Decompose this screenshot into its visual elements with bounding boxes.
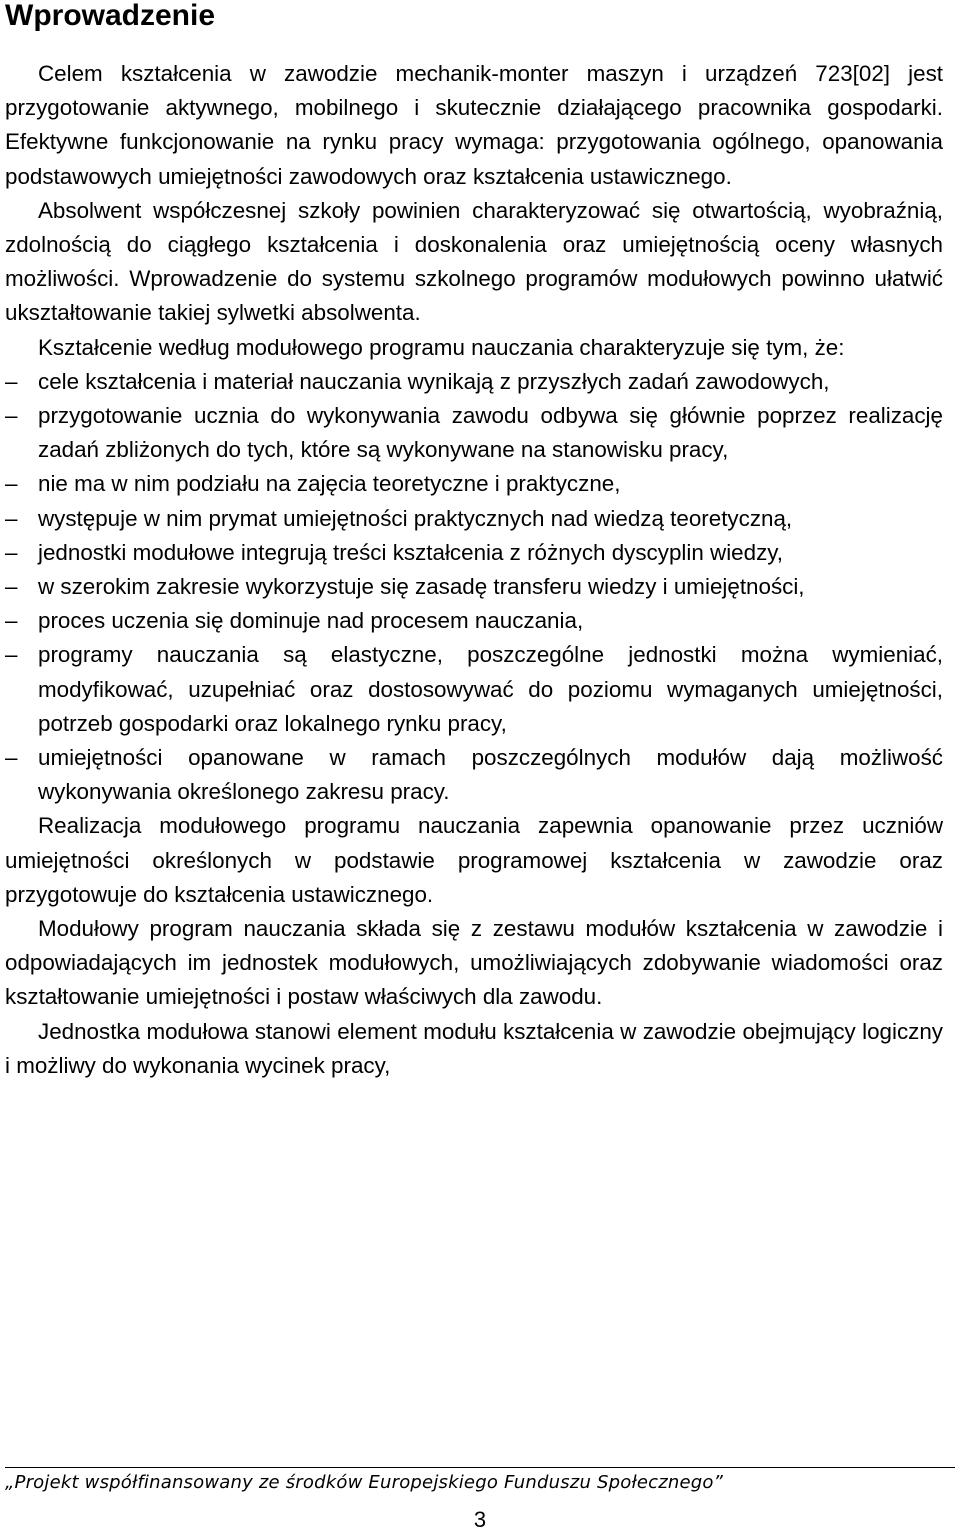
list-item-text: przygotowanie ucznia do wykonywania zawodu odbywa się głównie poprzez realizację zadań zbliżonych do tych, które są wykonywane na stanowisku pracy, xyxy=(38,403,943,463)
paragraph: Realizacja modułowego programu nauczania zapewnia opanowanie przez uczniów umiejętności określonych w podstawie programowej kształcenia w zawodzie oraz przygotowuje do kształcenia ustawicznego. xyxy=(5,813,943,907)
section-title: Wprowadzenie xyxy=(5,0,216,32)
dash-marker: – xyxy=(5,403,18,429)
paragraph: Modułowy program nauczania składa się z zestawu modułów kształcenia w zawodzie i odpowiadających im jednostek modułowych, umożliwiających zdobywanie wiadomości oraz kształtowanie umiejętności i postaw właściwych dla zawodu. xyxy=(5,916,943,1010)
dash-marker: – xyxy=(5,642,18,668)
list-item-text: nie ma w nim podziału na zajęcia teoretyczne i praktyczne, xyxy=(38,471,621,497)
list-item-text: proces uczenia się dominuje nad procesem nauczania, xyxy=(38,608,584,634)
list-item-text: jednostki modułowe integrują treści kształcenia z różnych dyscyplin wiedzy, xyxy=(38,539,784,565)
list-item xyxy=(5,467,943,501)
list-item xyxy=(5,741,943,809)
list-item xyxy=(5,604,943,638)
paragraph: Absolwent współczesnej szkoły powinien charakteryzować się otwartością, wyobraźnią, zdolnością do ciągłego kształcenia i doskonalenia oraz umiejętnością oceny własnych możliwości. Wprowadzenie do systemu szkolnego programów modułowych powinno ułatwić ukształtowanie takiej sylwetki absolwenta. xyxy=(5,197,943,326)
footer-divider xyxy=(5,1467,955,1468)
dash-marker: – xyxy=(5,505,18,531)
paragraph: Kształcenie według modułowego programu nauczania charakteryzuje się tym, że: xyxy=(38,334,845,360)
list-item xyxy=(5,638,943,741)
dash-marker: – xyxy=(5,574,18,600)
dash-marker: – xyxy=(5,539,18,565)
list-item xyxy=(5,399,943,467)
list-item-text: cele kształcenia i materiał nauczania wynikają z przyszłych zadań zawodowych, xyxy=(38,368,830,394)
characteristics-list xyxy=(5,365,943,810)
list-item xyxy=(5,536,943,570)
list-item xyxy=(5,502,943,536)
paragraph: Celem kształcenia w zawodzie mechanik-monter maszyn i urządzeń 723[02] jest przygotowanie aktywnego, mobilnego i skutecznie działającego pracownika gospodarki. Efektywne funkcjonowanie na rynku pracy wymaga: przygotowania ogólnego, opanowania podstawowych umiejętności zawodowych oraz kształcenia ustawicznego. xyxy=(5,61,943,189)
list-item xyxy=(5,570,943,604)
list-item-text: w szerokim zakresie wykorzystuje się zasadę transferu wiedzy i umiejętności, xyxy=(38,574,805,600)
paragraph: Jednostka modułowa stanowi element modułu kształcenia w zawodzie obejmujący logiczny i możliwy do wykonania wycinek pracy, xyxy=(5,1018,943,1078)
list-item-text: programy nauczania są elastyczne, poszczególne jednostki można wymieniać, modyfikować, uzupełniać oraz dostosowywać do poziomu wymaganych umiejętności, potrzeb gospodarki oraz lokalnego rynku pracy, xyxy=(38,642,943,736)
footer-text: „Projekt współfinansowany ze środków Europejskiego Funduszu Społecznego” xyxy=(5,1472,724,1493)
list-item xyxy=(5,365,943,399)
list-item-text: umiejętności opanowane w ramach poszczególnych modułów dają możliwość wykonywania określonego zakresu pracy. xyxy=(38,745,943,805)
list-item-text: występuje w nim prymat umiejętności praktycznych nad wiedzą teoretyczną, xyxy=(38,505,793,531)
body-text xyxy=(5,57,943,1083)
dash-marker: – xyxy=(5,608,18,634)
dash-marker: – xyxy=(5,471,18,497)
page-number: 3 xyxy=(473,1507,487,1532)
dash-marker: – xyxy=(5,368,18,394)
dash-marker: – xyxy=(5,745,18,771)
